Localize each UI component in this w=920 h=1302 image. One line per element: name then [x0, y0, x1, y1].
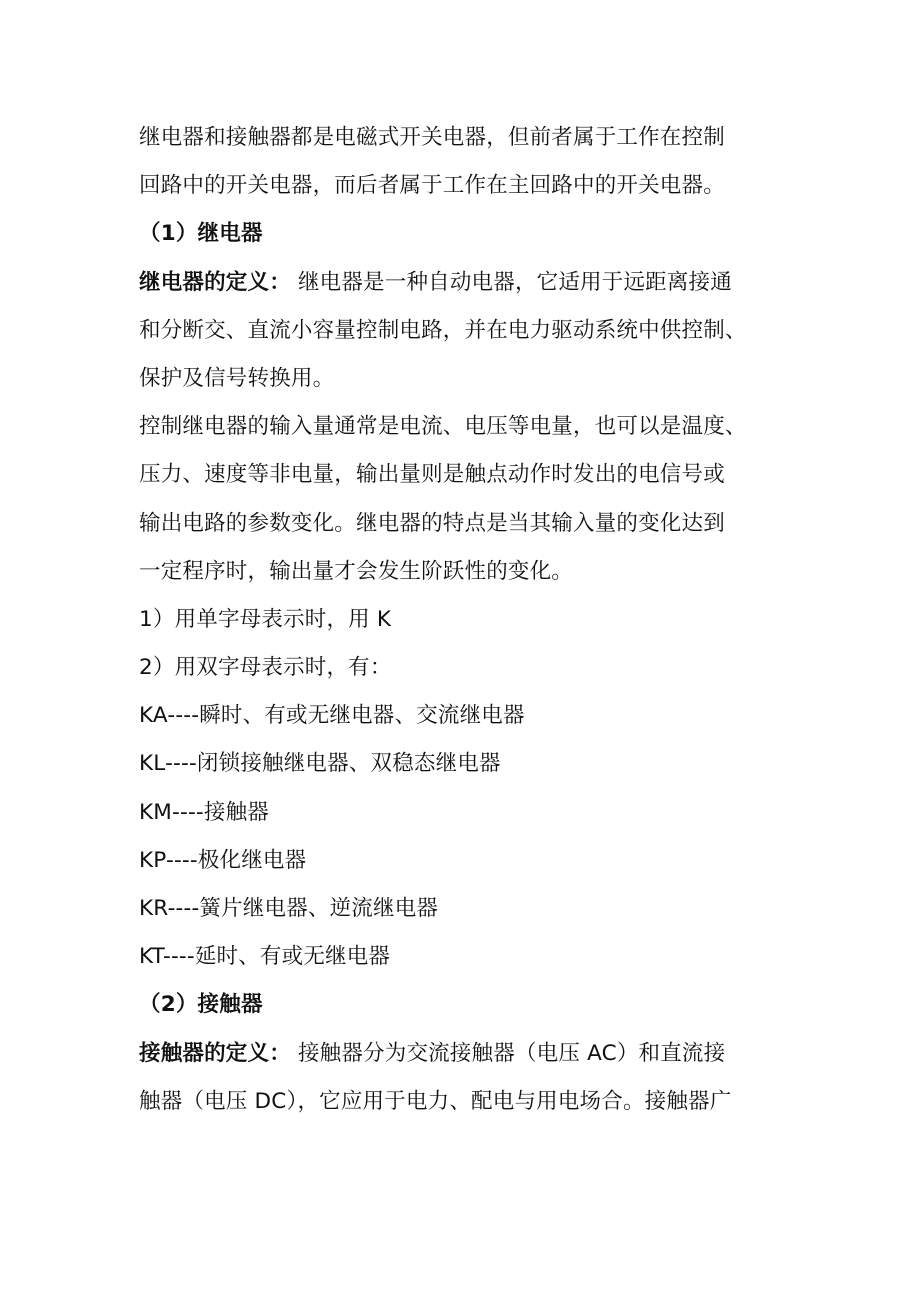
document-body	[139, 114, 789, 1126]
symbol-line-ka: KA----瞬时、有或无继电器、交流继电器	[139, 703, 525, 729]
symbol-line-kr: KR----簧片继电器、逆流继电器	[139, 896, 439, 921]
contactor-definition-label: 接触器的定义：	[139, 1040, 291, 1066]
intro-line-2: 回路中的开关电器，而后者属于工作在主回路中的开关电器。	[139, 173, 725, 199]
relay-definition-label: 继电器的定义：	[139, 269, 291, 295]
intro-line-1: 继电器和接触器都是电磁式开关电器，但前者属于工作在控制	[139, 125, 725, 150]
contactor-definition-text-1: 接触器分为交流接触器（电压 AC）和直流接	[290, 1040, 726, 1066]
control-relay-line-2: 压力、速度等非电量，输出量则是触点动作时发出的电信号或	[139, 462, 725, 488]
control-relay-line-4: 一定程序时，输出量才会发生阶跃性的变化。	[139, 558, 574, 584]
section-1-heading: （1）继电器	[139, 221, 263, 247]
symbol-line-kt: KT----延时、有或无继电器	[139, 944, 391, 970]
symbol-line-km: KM----接触器	[139, 799, 269, 825]
contactor-definition-line-1	[139, 1030, 789, 1078]
symbol-line-double-letter: 2）用双字母表示时，有：	[139, 655, 392, 681]
relay-definition-text-1: 继电器是一种自动电器，它适用于远距离接通	[290, 269, 732, 295]
control-relay-line-3: 输出电路的参数变化。继电器的特点是当其输入量的变化达到	[139, 510, 725, 536]
symbol-line-single-letter: 1）用单字母表示时，用 K	[139, 606, 392, 632]
relay-definition-line-3: 保护及信号转换用。	[139, 365, 335, 391]
symbol-line-kl: KL----闭锁接触继电器、双稳态继电器	[139, 751, 501, 777]
relay-definition-line-1	[139, 259, 789, 307]
control-relay-line-1: 控制继电器的输入量通常是电流、电压等电量，也可以是温度、	[139, 414, 747, 440]
section-2-heading: （2）接触器	[139, 992, 263, 1018]
relay-definition-line-2: 和分断交、直流小容量控制电路，并在电力驱动系统中供控制、	[139, 317, 747, 343]
contactor-definition-line-2: 触器（电压 DC），它应用于电力、配电与用电场合。接触器广	[139, 1088, 732, 1114]
symbol-line-kp: KP----极化继电器	[139, 847, 307, 873]
